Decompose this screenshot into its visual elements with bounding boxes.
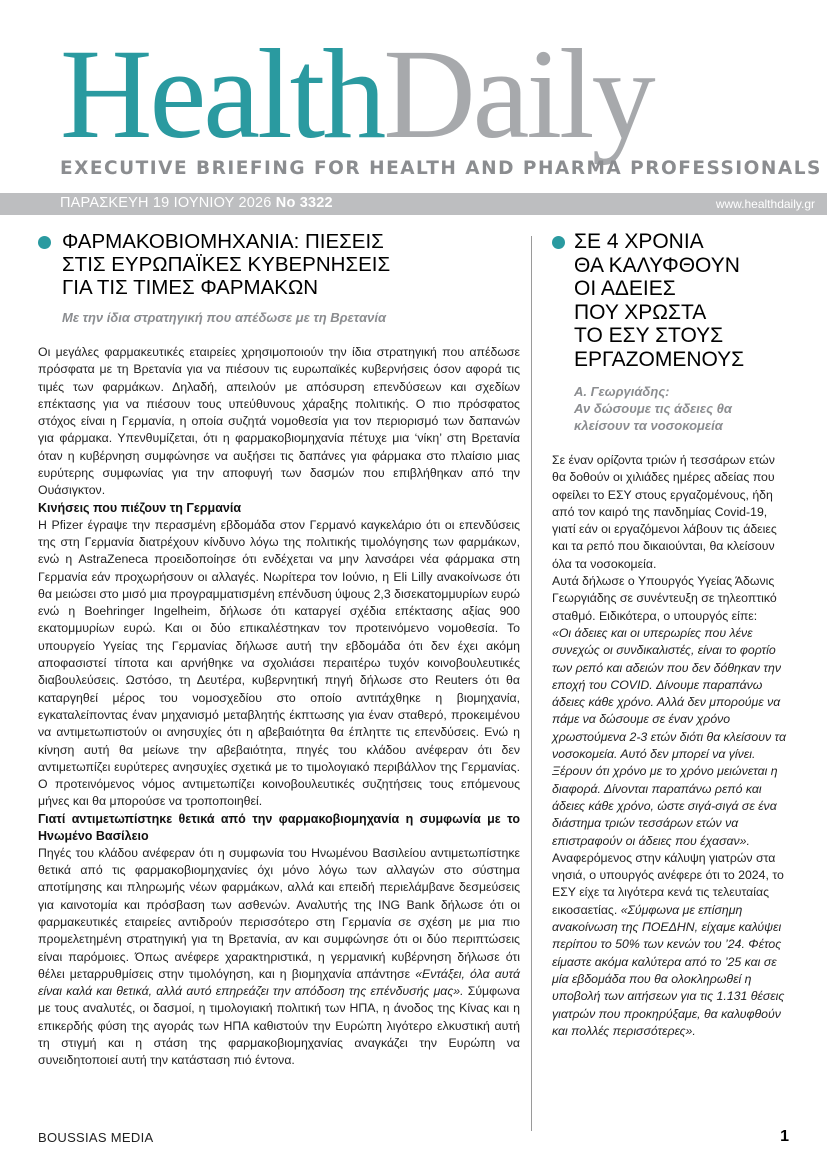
paragraph-text: Αναφερόμενος στην κάλυψη γιατρών στα νησιά, ο υπουργός ανέφερε ότι το 2024, το ΕΣΥ είχε τα λιγότερα κενά τις τελευταίας εικοσαετίας. (552, 850, 784, 917)
left-article-subhead: Με την ίδια στρατηγική που απέδωσε με τη Βρετανία (62, 310, 387, 325)
headline-line: ΣΤΙΣ ΕΥΡΩΠΑΪΚΕΣ ΚΥΒΕΡΝΗΣΕΙΣ (62, 253, 391, 276)
page-number: 1 (780, 1128, 789, 1145)
quote-text: «Σύμφωνα με επίσημη ανακοίνωση της ΠΟΕΔΗΝ, είχαμε καλύψει περίπου το 50% των κενών του ’24. Φέτος είμαστε ακόμα καλύτερα από το ’25 και σε μία εβδομάδα που θα ολοκληρωθεί η υποβολή των αιτήσεων για τις 1.131 θέσεις γιατρών που προκηρύξαμε, θα καλυφθούν και πολλές περισσότερες». (552, 902, 785, 1038)
section-heading: Γιατί αντιμετωπίστηκε θετικά από την φαρμακοβιομηχανία η συμφωνία με το Ηνωμένο Βασίλειο (38, 811, 520, 843)
publisher-name: BOUSSIAS MEDIA (38, 1130, 154, 1145)
paragraph: Οι μεγάλες φαρμακευτικές εταιρείες χρησιμοποιούν την ίδια στρατηγική που απέδωσε πρόσφατα με τη Βρετανία για να πιέσουν τις ευρωπαϊκές κυβερνήσεις όσον αφορά τις τιμές των φαρμάκων. Δηλαδή, απειλούν με απόσυρση επενδύσεων και σχεδίων επέκτασης για να πιέσουν τους υπεύθυνους χάραξης πολιτικής. Ο πιο πρόσφατος στόχος είναι η Γερμανία, η οποία συζητά νομοθεσία για τον περιορισμό των δαπανών για φάρμακα. Υπενθυμίζεται, ότι η φαρμακοβιομηχανία πέτυχε μια ‘νίκη’ στη Βρετανία όταν η κυβέρνηση συμφώνησε να αυξήσει τις δαπάνες για φάρμακα στο πλαίσιο μιας ευρύτερης συμφωνίας για την αποφυγή των δασμών που επιβλήθηκαν από την Ουάσιγκτον. (38, 345, 520, 498)
paragraph-text: Πηγές του κλάδου ανέφεραν ότι η συμφωνία του Ηνωμένου Βασιλείου αντιμετωπίστηκε θετικά από τις φαρμακοβιομηχανίες όχι μόνο λόγω των αλλαγών στο σύστημα αποτίμησης και πληρωμής νέων φαρμάκων, αλλά και επειδή περιελάμβανε δεσμεύσεις για καινοτομία και πρόσβαση των ασθενών. Αναλυτής της ING Bank δήλωσε ότι οι φαρμακευτικές εταιρείες αντιδρούν περισσότερο στη Γερμανία σε σχέση με μια πιο προμελετημένη στρατηγική για τη Βρετανία, αν και συμφώνησε ότι οι δύο περιπτώσεις είναι παρόμοιες. Όπως ανέφερε χαρακτηριστικά, η γερμανική κυβέρνηση δήλωσε ότι θέλει μεταρρυθμίσεις στην τιμολόγηση, και η βιομηχανία απάντησε (38, 845, 520, 981)
left-article-body (38, 344, 520, 1070)
website-link[interactable]: www.healthdaily.gr (715, 197, 815, 211)
headline-line: ΣΕ 4 ΧΡΟΝΙΑ (574, 230, 704, 253)
right-article-body (552, 452, 788, 1040)
masthead-logo (60, 23, 653, 165)
paragraph: Η Pfizer έγραψε την περασμένη εβδομάδα στον Γερμανό καγκελάριο ότι οι επενδύσεις της στη Γερμανία διατρέχουν κίνδυνο λόγω της πολιτικής τιμολόγησης των φαρμάκων, ενώ η AstraZeneca προειδοποίησε ότι ενδέχεται να μην λανσάρει νέα φάρμακα στη Γερμανία εάν προχωρήσουν οι αλλαγές. Νωρίτερα τον Ιούνιο, η Eli Lilly ανακοίνωσε ότι θα μειώσει στο μισό μια προγραμματισμένη επένδυση ύψους 2,3 δισεκατομμυρίων ευρώ ενώ η Boehringer Ingelheim, δήλωσε ότι καταργεί σχέδια επέκτασης αξίας 900 εκατομμυρίων ευρώ. Και οι δύο επικαλέστηκαν τον προτεινόμενο νομοθεσία. Το υπουργείο Υγείας της Γερμανίας δήλωσε αυτή την εβδομάδα ότι δεν έχει ακόμη αποφασιστεί τίποτα και αρνήθηκε να σχολιάσει περαιτέρω τυχόν κοινοβουλευτικές διαβουλεύσεις. Ωστόσο, τη Δευτέρα, κυβερνητική πηγή δήλωσε στο Reuters ότι θα καταργηθεί μέρος του νομοσχεδίου στο οποίο αντιτάχθηκε η βιομηχανία, εγκαταλείποντας έναν μηχανισμό μεταβλητής έκπτωσης για έναν σταθερό, προκειμένου να αντιμετωπιστούν οι ανησυχίες ότι η αβεβαιότητα θα έπληττε τις επενδύσεις. Ενώ η κίνηση αυτή θα μείωνε την αβεβαιότητα, πηγές του κλάδου ανέφεραν ότι δεν αντιμετωπίζει ευρύτερες ανησυχίες σχετικά με το τιμολογιακό περιβάλλον της Γερμανίας. Ο προτεινόμενος νόμος αντιμετωπίζει κοινοβουλευτικές συζητήσεις τους επόμενους μήνες και θα μπορούσε να τροποποιηθεί. (38, 517, 520, 809)
headline-line: ΓΙΑ ΤΙΣ ΤΙΜΕΣ ΦΑΡΜΑΚΩΝ (62, 276, 319, 299)
right-article-header (552, 230, 792, 434)
quote-text: «Εντάξει, όλα αυτά είναι καλά και θετικά, αλλά αυτό επηρεάζει την απόδοση της επένδυσής μας». (38, 966, 520, 999)
column-divider (531, 236, 532, 1131)
paragraph (552, 850, 788, 1040)
paragraph-text: Σύμφωνα με τους αναλυτές, οι δασμοί, η τιμολογιακή πολιτική των ΗΠΑ, η άνοδος της Κίνας και η επικερδής φύση της αγοράς των ΗΠΑ καθιστούν την Ευρώπη λιγότερο ελκυστική αυτή τη στιγμή και η στάση της φαρμακοβιομηχανίας αναγκάζει την Ευρώπη να συνειδητοποιεί αυτή την κατάσταση πιό έντονα. (38, 984, 520, 1068)
subhead-line: Α. Γεωργιάδης: (574, 384, 670, 399)
issue-date-text: ΠΑΡΑΣΚΕΥΗ 19 ΙΟΥΝΙΟΥ 2026 (60, 195, 272, 211)
headline-line: ΠΟΥ ΧΡΩΣΤΑ (574, 300, 707, 324)
subhead-line: Αν δώσουμε τις άδειες θα (574, 401, 732, 416)
section-heading: Κινήσεις που πιέζουν τη Γερμανία (38, 500, 242, 515)
issue-number: No 3322 (275, 195, 333, 211)
logo-health-text: Health (60, 23, 384, 165)
subhead-line: κλείσουν τα νοσοκομεία (574, 418, 723, 433)
masthead-tagline: EXECUTIVE BRIEFING FOR HEALTH AND PHARMA PROFESSIONALS (60, 158, 822, 179)
headline-line: ΦΑΡΜΑΚΟΒΙΟΜΗΧΑΝΙΑ: ΠΙΕΣΕΙΣ (62, 230, 384, 253)
headline-line: ΟΙ ΑΔΕΙΕΣ (574, 277, 676, 300)
left-article-headline (38, 230, 518, 299)
left-article-header (38, 230, 518, 326)
bullet-icon (552, 236, 565, 249)
date-bar (0, 193, 827, 215)
bullet-icon (38, 236, 51, 249)
right-article-subhead (574, 383, 792, 434)
paragraph: Σε έναν ορίζοντα τριών ή τεσσάρων ετών θα δοθούν οι χιλιάδες ημέρες αδείας που οφείλει το ΕΣΥ στους εργαζομένους, ήδη από τον καιρό της πανδημίας Covid-19, γιατί εάν οι εργαζόμενοι λάβουν τις άδειες και τα ρεπό που δικαιούνται, θα κλείσουν όλα τα νοσοκομεία. (552, 453, 777, 571)
headline-line: ΕΡΓΑΖΟΜΕΝΟΥΣ (574, 347, 745, 371)
headline-line: ΤΟ ΕΣΥ ΣΤΟΥΣ (574, 324, 724, 347)
logo-daily-text: Daily (383, 23, 653, 165)
issue-date (60, 195, 333, 211)
paragraph: Αυτά δήλωσε ο Υπουργός Υγείας Άδωνις Γεωργιάδης σε συνέντευξη σε τηλεοπτικό σταθμό. Ειδικότερα, ο υπουργός είπε: (552, 574, 777, 623)
paragraph (38, 845, 520, 1070)
headline-line: ΘΑ ΚΑΛΥΦΘΟΥΝ (574, 253, 740, 277)
quote-paragraph: «Οι άδειες και οι υπερωρίες που λένε συνεχώς οι συνδικαλιστές, είναι το φορτίο των ρεπό και αδειών που δεν δόθηκαν την εποχή του COVID. Δίνουμε παραπάνω άδειες κάθε χρόνο. Αλλά δεν μπορούμε να πάμε να δώσουμε σε έναν χρόνο χρωστούμενα 2-3 ετών διότι θα κλείσουν τα νοσοκομεία. Αυτό δεν μπορεί να γίνει. Ξέρουν ότι χρόνο με το χρόνο μειώνεται η διαφορά. Δίνονται παραπάνω ρεπό και άδειες κάθε χρόνο, ώστε σιγά-σιγά σε ένα διάστημα τριών τεσσάρων ετών να επιστραφούν οι άδειες που έχασαν». (552, 625, 786, 848)
right-article-headline (552, 230, 792, 371)
